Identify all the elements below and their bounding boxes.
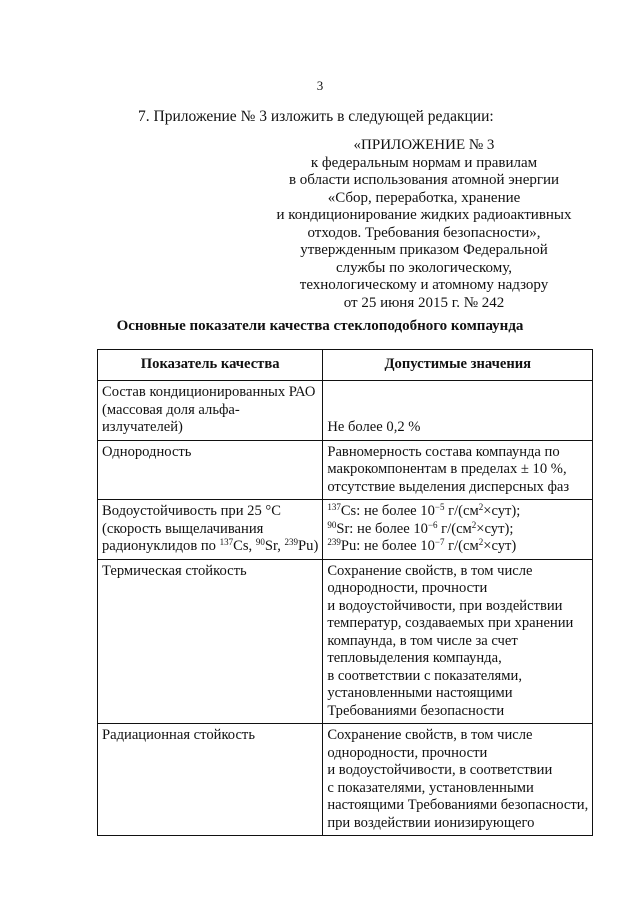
cell-line: Не более 0,2 % [327,419,421,435]
table-row [98,440,593,500]
appendix-line: в области использования атомной энергии [288,172,560,188]
cell-line: $^{239}$Pu: не более $10^{-7}$ $г/(см^2\times сут)$ [327,537,517,554]
cell-line: (массовая доля альфа- [102,401,240,418]
indicator-cell [98,381,323,441]
appendix-line: к федеральным нормам и правилам [310,154,538,171]
cell-line: тепловыделения компаунда, [327,650,502,666]
cell-line: Радиационная стойкость [102,727,255,743]
cell-line: радионуклидов по $^{137}$Cs, $^{90}$Sr, $^{239}$Pu) [102,537,319,554]
appendix-line: службы по экологическому, [336,259,512,276]
cell-line: $^{90}$Sr: не более $10^{-6}$ $г/(см^2\times сут)$; [327,519,514,537]
appendix-line: утвержденным приказом Федеральной [300,242,548,258]
cell-line: Требованиями безопасности [327,702,505,719]
value-cell [323,724,593,836]
cell-line: Однородность [102,443,192,460]
cell-line: температур, создаваемых при хранении [327,615,574,631]
cell-line: при воздействии ионизирующего [327,814,535,831]
appendix-line: от 25 июня 2015 г. № 242 [343,294,505,311]
cell-line: и водоустойчивости, в соответствии [327,762,553,778]
table-row [98,559,593,724]
header-indicator: Показатель качества [98,350,323,381]
cell-line: (скорость выщелачивания [102,520,264,537]
cell-line: в соответствии с показателями, [327,667,522,684]
amendment-instruction: 7. Приложение № 3 изложить в следующей редакции: [138,108,494,125]
table-row [98,724,593,836]
value-cell [323,500,593,560]
cell-line: $^{137}$Cs: не более $10^{-5}$ $г/(см^2\times сут)$; [327,502,521,519]
cell-line: Водоустойчивость при 25 °С [102,503,281,519]
cell-line: однородности, прочности [327,580,488,596]
appendix-header [259,137,589,312]
value-cell [323,440,593,500]
indicator-cell [98,559,323,724]
cell-line: макрокомпонентам в пределах ± 10 %, [327,461,567,477]
page-number: 3 [316,78,324,93]
table-row [98,381,593,441]
table-title: Основные показатели качества стеклоподобного компаунда [116,318,524,334]
cell-line: с показателями, установленными [327,779,534,796]
appendix-line: «Сбор, переработка, хранение [327,189,521,206]
cell-line: компаунда, в том числе за счет [327,632,518,649]
cell-line: отсутствие выделения дисперсных фаз [327,478,570,495]
indicator-cell [98,724,323,836]
appendix-line: отходов. Требования безопасности», [307,224,541,241]
table-header-row [98,350,593,381]
cell-line: установленными настоящими [327,685,513,701]
cell-line: Равномерность состава компаунда по [327,443,560,460]
cell-line: Сохранение свойств, в том числе [327,562,533,579]
cell-line: излучателей) [102,419,183,435]
table-row [98,500,593,560]
quality-indicators-table [97,349,593,836]
appendix-line: «ПРИЛОЖЕНИЕ № 3 [353,137,495,153]
header-allowed-values: Допустимые значения [323,350,593,381]
value-cell [323,381,593,441]
appendix-line: и кондиционирование жидких радиоактивных [276,207,572,223]
cell-line: и водоустойчивости, при воздействии [327,597,563,614]
value-cell [323,559,593,724]
indicator-cell [98,500,323,560]
cell-line: Сохранение свойств, в том числе [327,727,533,743]
cell-line: настоящими Требованиями безопасности, [327,797,589,813]
cell-line: Термическая стойкость [102,562,247,579]
cell-line: Состав кондиционированных РАО [102,384,316,400]
indicator-cell [98,440,323,500]
appendix-line: технологическому и атомному надзору [299,277,549,293]
cell-line: однородности, прочности [327,744,488,761]
